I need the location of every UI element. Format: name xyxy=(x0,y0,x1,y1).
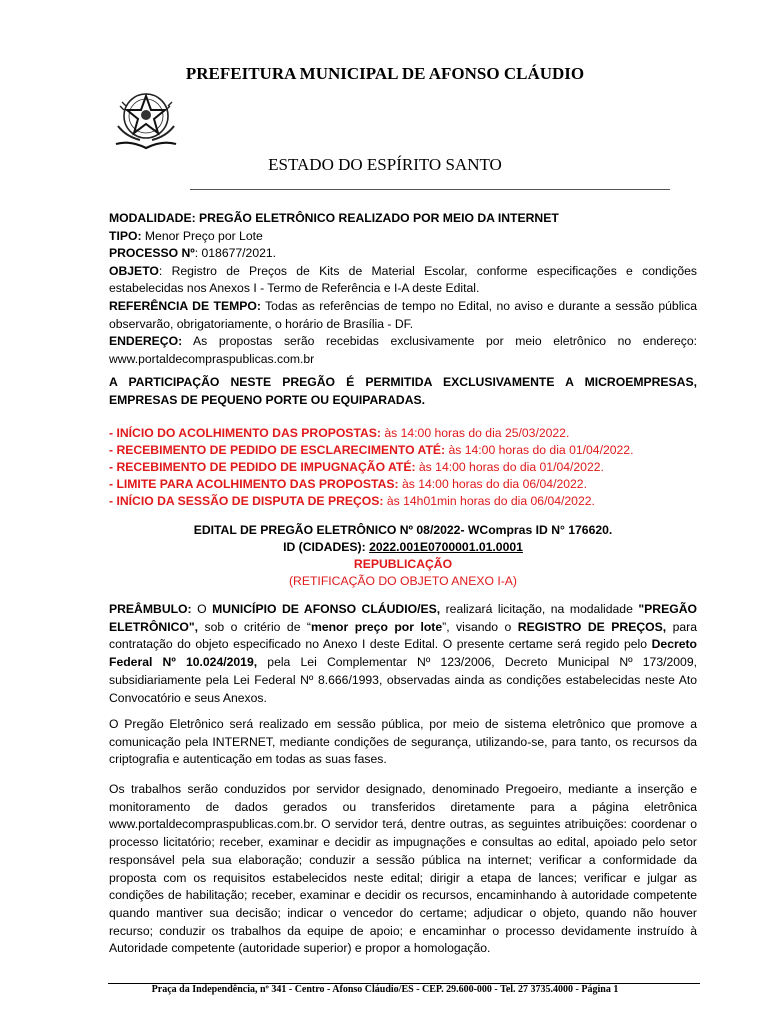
summary-block xyxy=(109,210,697,368)
tipo-line: TIPO: Menor Preço por Lote xyxy=(109,228,263,243)
state-title: ESTADO DO ESPÍRITO SANTO xyxy=(268,155,502,174)
schedule-item: - RECEBIMENTO DE PEDIDO DE ESCLARECIMENTO ATÉ: às 14:00 horas do dia 01/04/2022. xyxy=(109,442,634,457)
modalidade-line: MODALIDADE: PREGÃO ELETRÔNICO REALIZADO POR MEIO DA INTERNET xyxy=(109,211,559,225)
schedule-item: - RECEBIMENTO DE PEDIDO DE IMPUGNAÇÃO ATÉ: às 14:00 horas do dia 01/04/2022. xyxy=(109,459,604,474)
header-rule xyxy=(190,189,670,190)
preambulo-paragraph: PREÂMBULO: O MUNICÍPIO DE AFONSO CLÁUDIO/ES, realizará licitação, na modalidade "PREGÃO ELETRÔNICO", sob o critério de “menor preço por lote”, visando o REGISTRO DE PREÇOS, para contratação do objeto especificado no Anexo I deste Edital. O presente certame será regido pelo Decreto Federal Nº 10.024/2019, pela Lei Complementar Nº 123/2006, Decreto Municipal Nº 173/2009, subsidiariamente pela Lei Federal Nº 8.666/1993, observadas ainda as condições estabelecidas neste Ato Convocatório e seus Anexos. xyxy=(109,602,698,705)
edital-number: EDITAL DE PREGÃO ELETRÔNICO Nº 08/2022- WCompras ID N° 176620. xyxy=(193,523,613,537)
page-footer: Praça da Independência, nº 341 - Centro - Afonso Cláudio/ES - CEP. 29.600-000 - Tel. 27 3735.4000 - Página 1 xyxy=(151,984,619,995)
republicacao-label: REPUBLICAÇÃO xyxy=(353,557,453,571)
objeto-line: OBJETO: Registro de Preços de Kits de Material Escolar, conforme especificações e condições estabelecidas nos Anexos I - Termo de Referência e I-A deste Edital. xyxy=(109,263,697,296)
participation-notice: A PARTICIPAÇÃO NESTE PREGÃO É PERMITIDA EXCLUSIVAMENTE A MICROEMPRESAS, EMPRESAS DE PEQUENO PORTE OU EQUIPARADAS. xyxy=(109,375,697,407)
schedule-list xyxy=(109,425,699,510)
edital-id: ID (CIDADES): 2022.001E0700001.01.0001 xyxy=(283,540,523,554)
retificacao-label: (RETIFICAÇÃO DO OBJETO ANEXO I-A) xyxy=(289,574,517,588)
coat-of-arms-seal xyxy=(112,86,178,152)
pregoeiro-paragraph: Os trabalhos serão conduzidos por servidor designado, denominado Pregoeiro, mediante a inserção e monitoramento de dados gerados ou transferidos diretamente para a página eletrônica www.portaldecompraspublicas.com.br. O servidor terá, dentre outras, as seguintes atribuições: coordenar o processo licitatório; receber, examinar e decidir as impugnações e consultas ao edital, apoiado pelo setor responsável pela sua elaboração; conduzir a sessão pública na internet; verificar a conformidade da proposta com os requisitos estabelecidos neste edital; dirigir a etapa de lances; verificar e julgar as condições de habilitação; receber, examinar e decidir os recursos, encaminhando à autoridade competente quando mantiver sua decisão; indicar o vencedor do certame; adjudicar o objeto, quando não houver recurso; conduzir os trabalhos da equipe de apoio; e encaminhar o processo devidamente instruído à Autoridade competente (autoridade superior) e propor a homologação. xyxy=(109,782,697,956)
schedule-item: - INÍCIO DO ACOLHIMENTO DAS PROPOSTAS: às 14:00 horas do dia 25/03/2022. xyxy=(109,426,570,440)
endereco-line: ENDEREÇO: As propostas serão recebidas exclusivamente por meio eletrônico no endereço: www.portaldecompraspublicas.com.br xyxy=(109,334,697,366)
schedule-item: - INÍCIO DA SESSÃO DE DISPUTA DE PREÇOS: às 14h01min horas do dia 06/04/2022. xyxy=(109,493,595,508)
page-header-title: PREFEITURA MUNICIPAL DE AFONSO CLÁUDIO xyxy=(185,64,585,83)
edital-heading xyxy=(109,522,697,590)
schedule-item: - LIMITE PARA ACOLHIMENTO DAS PROPOSTAS: às 14:00 horas do dia 06/04/2022. xyxy=(109,476,587,491)
referencia-line: REFERÊNCIA DE TEMPO: Todas as referências de tempo no Edital, no aviso e durante a sessão pública observarão, obrigatoriamente, o horário de Brasília - DF. xyxy=(109,298,697,331)
session-paragraph: O Pregão Eletrônico será realizado em sessão pública, por meio de sistema eletrônico que promove a comunicação pela INTERNET, mediante condições de segurança, utilizando-se, para tanto, os recursos da criptografia e autenticação em todas as suas fases. xyxy=(109,717,697,767)
processo-line: PROCESSO Nº: 018677/2021. xyxy=(109,246,277,261)
